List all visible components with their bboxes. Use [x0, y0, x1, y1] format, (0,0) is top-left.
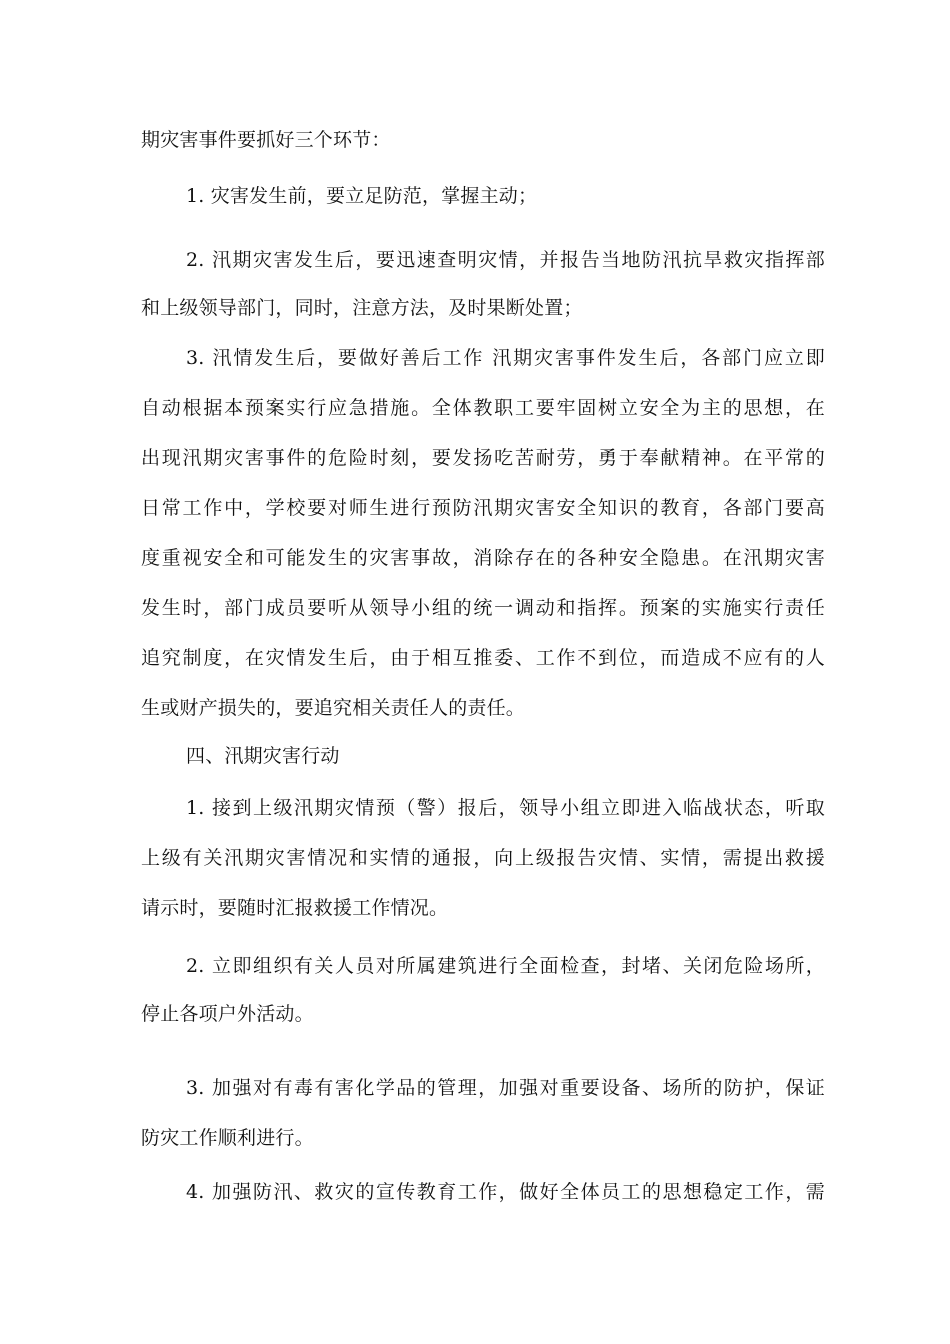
text-line: 出现汛期灾害事件的危险时刻，要发扬吃苦耐劳，勇于奉献精神。在平常的	[141, 447, 825, 469]
text-line: 上级有关汛期灾害情况和实情的通报，向上级报告灾情、实情，需提出救援	[141, 847, 825, 869]
list-item: 1. 灾害发生前，要立足防范，掌握主动；	[186, 185, 538, 207]
list-item: 3. 加强对有毒有害化学品的管理，加强对重要设备、场所的防护，保证	[186, 1077, 825, 1099]
text-line: 追究制度，在灾情发生后，由于相互推委、工作不到位，而造成不应有的人	[141, 647, 825, 669]
list-item: 3. 汛情发生后，要做好善后工作 汛期灾害事件发生后，各部门应立即	[186, 347, 825, 369]
list-item: 2. 汛期灾害发生后，要迅速查明灾情，并报告当地防汛抗旱救灾指挥部	[186, 249, 825, 271]
list-item: 4. 加强防汛、救灾的宣传教育工作，做好全体员工的思想稳定工作，需	[186, 1181, 825, 1203]
list-item: 2. 立即组织有关人员对所属建筑进行全面检查，封堵、关闭危险场所，	[186, 955, 825, 977]
text-line: 自动根据本预案实行应急措施。全体教职工要牢固树立安全为主的思想，在	[141, 397, 825, 419]
text-line: 日常工作中，学校要对师生进行预防汛期灾害安全知识的教育，各部门要高	[141, 497, 825, 519]
text-line: 和上级领导部门，同时，注意方法，及时果断处置；	[141, 297, 583, 319]
text-line: 防灾工作顺利进行。	[141, 1127, 314, 1149]
text-line: 期灾害事件要抓好三个环节：	[141, 129, 391, 151]
text-line: 停止各项户外活动。	[141, 1003, 314, 1025]
section-heading: 四、汛期灾害行动	[186, 745, 340, 767]
text-line: 请示时，要随时汇报救援工作情况。	[141, 897, 449, 919]
text-line: 发生时，部门成员要听从领导小组的统一调动和指挥。预案的实施实行责任	[141, 597, 825, 619]
text-line: 生或财产损失的，要追究相关责任人的责任。	[141, 697, 526, 719]
text-line: 度重视安全和可能发生的灾害事故，消除存在的各种安全隐患。在汛期灾害	[141, 547, 825, 569]
list-item: 1. 接到上级汛期灾情预（警）报后，领导小组立即进入临战状态，听取	[186, 797, 825, 819]
